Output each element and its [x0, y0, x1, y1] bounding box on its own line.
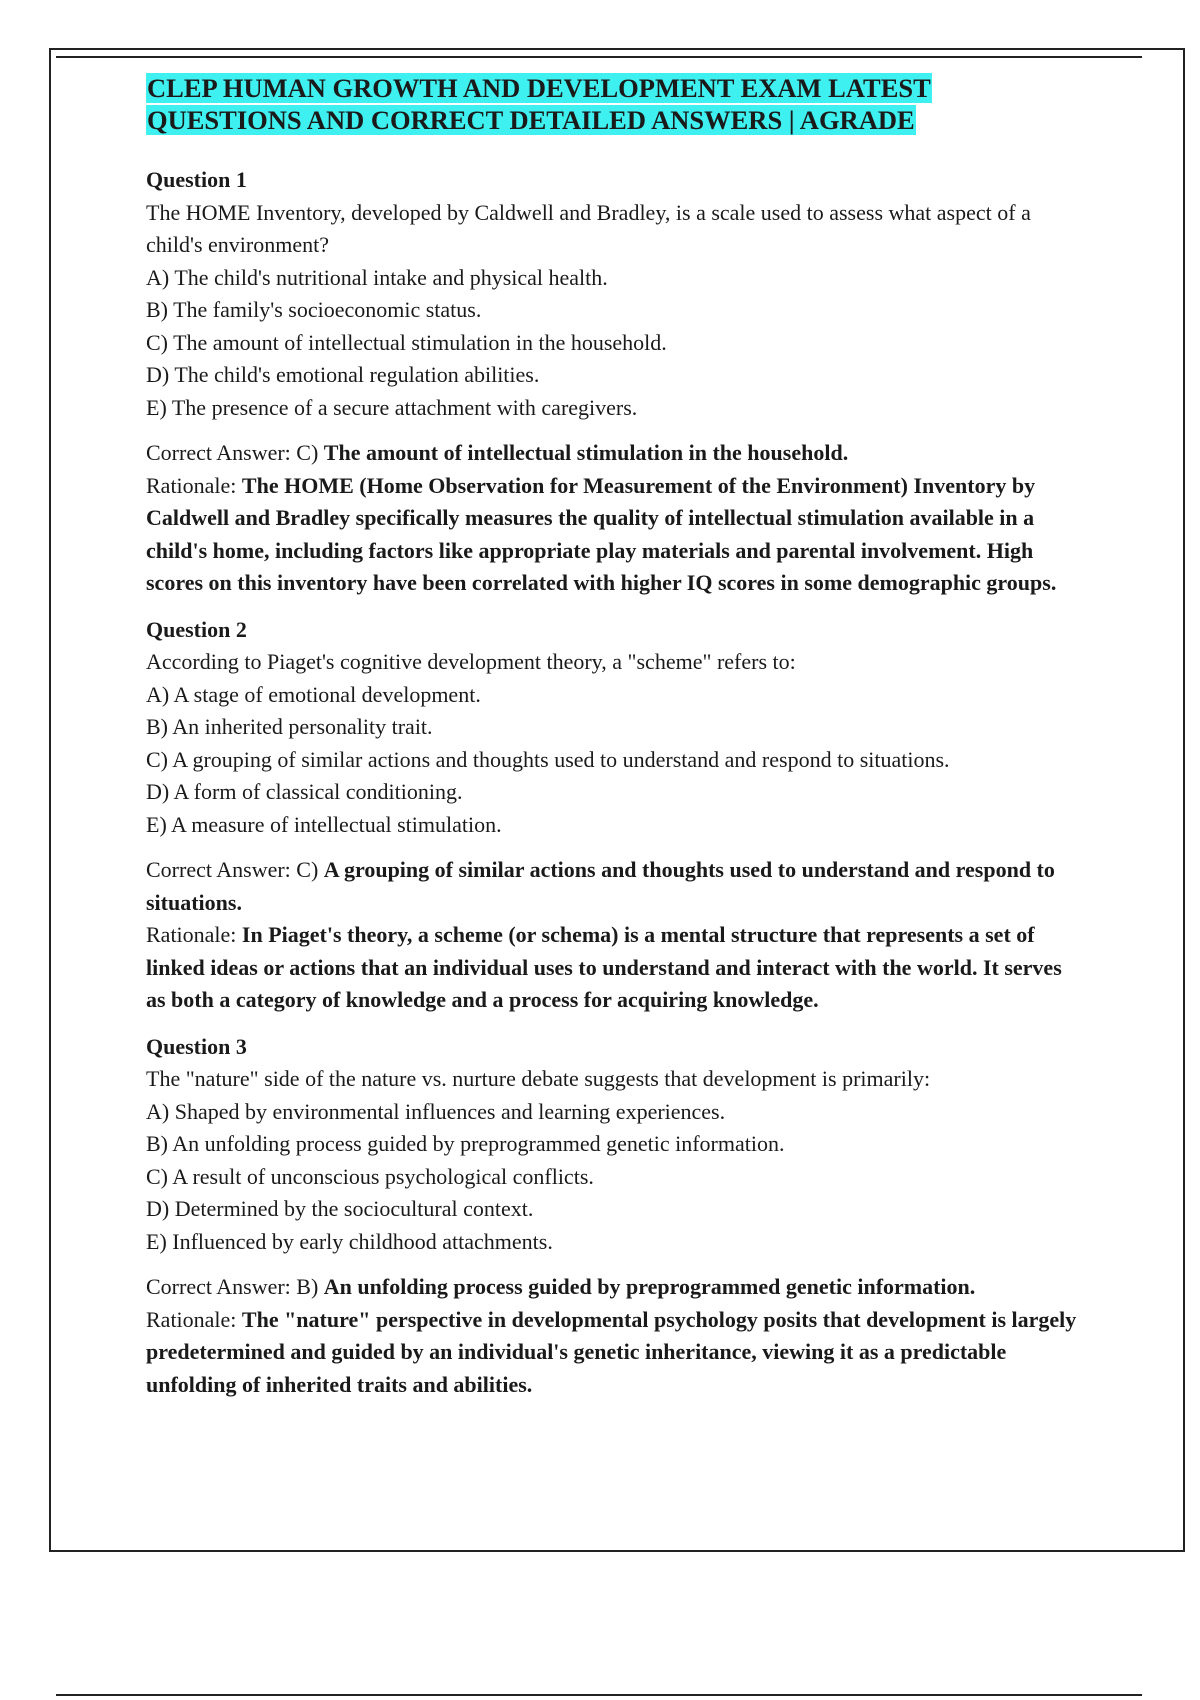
answer-text: An unfolding process guided by preprogrammed genetic information.	[323, 1274, 976, 1299]
option-a: A) Shaped by environmental influences and learning experiences.	[146, 1098, 726, 1124]
rationale	[146, 919, 1081, 1017]
answer-block	[146, 854, 1081, 1017]
question-heading: Question 2	[146, 616, 247, 642]
option-e: E) Influenced by early childhood attachments.	[146, 1228, 553, 1254]
document-content	[146, 72, 1081, 1415]
question-heading: Question 3	[146, 1033, 247, 1059]
question-stem: The "nature" side of the nature vs. nurture debate suggests that development is primarily:	[146, 1066, 931, 1091]
correct-answer	[146, 1271, 1081, 1304]
option-c: C) The amount of intellectual stimulation in the household.	[146, 329, 667, 355]
rationale-text: The "nature" perspective in developmental psychology posits that development is largely predetermined and guided by an individual's genetic inheritance, viewing it as a predictable unfolding of inherited traits and abilities.	[146, 1306, 1077, 1397]
correct-answer-label: Correct Answer:	[146, 440, 291, 465]
bottom-rule	[56, 1694, 1142, 1696]
document-title	[146, 72, 1081, 136]
option-b: B) The family's socioeconomic status.	[146, 297, 482, 322]
correct-answer-label: Correct Answer:	[146, 1274, 291, 1299]
options-list	[146, 679, 1081, 842]
rationale	[146, 1304, 1081, 1402]
option-c: C) A grouping of similar actions and thoughts used to understand and respond to situations.	[146, 746, 950, 772]
title-line-2: QUESTIONS AND CORRECT DETAILED ANSWERS | AGRADE	[147, 105, 915, 135]
correct-answer	[146, 437, 1081, 470]
option-b: B) An inherited personality trait.	[146, 714, 433, 739]
rationale	[146, 470, 1081, 600]
question-heading: Question 1	[146, 167, 247, 192]
answer-letter: C)	[296, 440, 319, 465]
option-d: D) Determined by the sociocultural context.	[146, 1196, 534, 1221]
question-3	[146, 1031, 1081, 1402]
option-b: B) An unfolding process guided by preprogrammed genetic information.	[146, 1131, 785, 1156]
rationale-label: Rationale:	[146, 922, 237, 947]
rationale-label: Rationale:	[146, 472, 237, 498]
answer-letter: C)	[296, 857, 319, 882]
options-list	[146, 1096, 1081, 1259]
question-2	[146, 614, 1081, 1017]
answer-text: The amount of intellectual stimulation in the household.	[323, 440, 849, 465]
answer-block	[146, 1271, 1081, 1401]
answer-block	[146, 437, 1081, 600]
answer-text: A grouping of similar actions and thoughts used to understand and respond to situations.	[146, 857, 1055, 915]
rationale-text: In Piaget's theory, a scheme (or schema) is a mental structure that represents a set of linked ideas or actions that an individual uses to understand and interact with the world. It serves as both a category of knowledge and a process for acquiring knowledge.	[146, 922, 1062, 1012]
title-line-1: CLEP HUMAN GROWTH AND DEVELOPMENT EXAM LATEST	[147, 73, 931, 103]
correct-answer-label: Correct Answer:	[146, 857, 291, 882]
options-list	[146, 262, 1081, 425]
question-stem: According to Piaget's cognitive development theory, a "scheme" refers to:	[146, 649, 796, 674]
option-d: D) A form of classical conditioning.	[146, 779, 463, 804]
rationale-label: Rationale:	[146, 1306, 237, 1332]
question-stem: The HOME Inventory, developed by Caldwell and Bradley, is a scale used to assess what aspect of a child's environment?	[146, 199, 1031, 257]
correct-answer	[146, 854, 1081, 919]
top-rule	[56, 56, 1142, 58]
rationale-text: The HOME (Home Observation for Measurement of the Environment) Inventory by Caldwell and Bradley specifically measures the quality of intellectual stimulation available in a child's home, including factors like appropriate play materials and parental involvement. High scores on this inventory have been correlated with higher IQ scores in some demographic groups.	[146, 472, 1057, 595]
option-c: C) A result of unconscious psychological conflicts.	[146, 1163, 594, 1189]
answer-letter: B)	[296, 1274, 319, 1299]
option-d: D) The child's emotional regulation abilities.	[146, 362, 540, 387]
option-e: E) The presence of a secure attachment with caregivers.	[146, 394, 638, 420]
option-e: E) A measure of intellectual stimulation.	[146, 811, 502, 837]
question-1	[146, 164, 1081, 600]
option-a: A) The child's nutritional intake and physical health.	[146, 264, 608, 290]
option-a: A) A stage of emotional development.	[146, 681, 481, 707]
